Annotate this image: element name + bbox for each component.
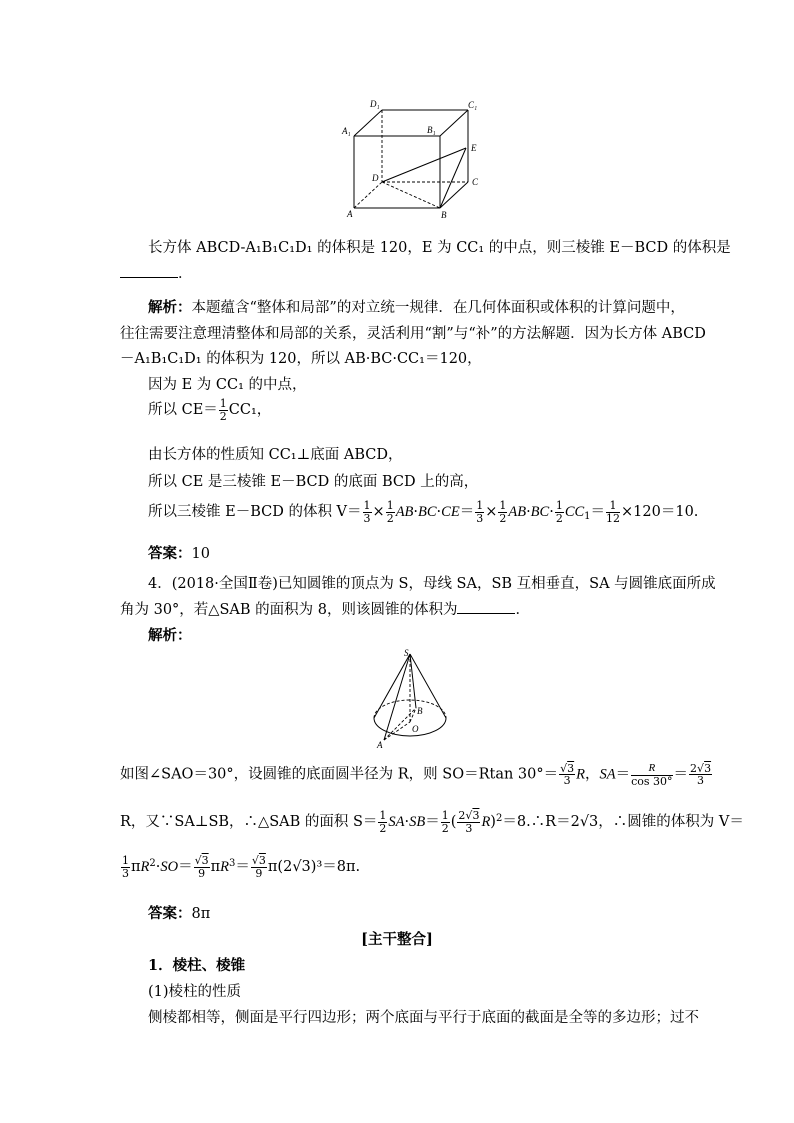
label-b: B (417, 706, 423, 716)
label-c1: C₁ (468, 100, 478, 110)
label-e: E (471, 143, 477, 153)
section-title: [主干整合] (361, 931, 433, 948)
problem4-stem-1: 4．(2018·全国Ⅱ卷)已知圆锥的顶点为 S，母线 SA，SB 互相垂直，SA 与圆锥底面所成 (148, 576, 716, 592)
section-item1: 1．棱柱、棱锥 (148, 957, 246, 974)
problem3-answer: 答案：10 (148, 545, 210, 562)
section-item1a-text: 侧棱都相等，侧面是平行四边形；两个底面与平行于底面的截面是全等的多边形；过不 (148, 1010, 699, 1026)
problem4-solution-1: 如图∠SAO＝30°，设圆锥的底面圆半径为 R，则 SO＝Rtan 30°＝ $\frac{√3}{3}$ R，SA＝ $\frac{R}{\cos 30^\circ}$ ＝ $\frac{2√3}{3}$ (120, 761, 712, 788)
answer-blank (457, 601, 515, 614)
problem4-solution-3: $\frac{1}{3}$ $\pi R^2\cdot SO=$ $\frac{√3}{9}$ $\pi R^3=$ $\frac{√3}{9}$ π(2√3)³＝8π. (122, 854, 361, 880)
problem3-line5: 所以 CE＝ $\frac{1}{2}$ CC₁， (148, 397, 272, 423)
label-a: A (347, 209, 353, 219)
label-d1: D₁ (370, 99, 380, 109)
problem4-solution-2: R，又∵SA⊥SB，∴△SAB 的面积 S＝ $\frac{1}{2}$ SA·SB＝ $\frac{1}{2}$ ( $\frac{2√3}{3}$ R)$^2$＝8.∴R＝2√3，∴圆锥的体积为 V＝ (120, 809, 744, 835)
cuboid-figure (338, 96, 488, 221)
cone-figure (362, 646, 462, 754)
problem3-analysis-2: 往往需要注意理清整体和局部的关系，灵活利用“割”与“补”的方法解题．因为长方体 ABCD (120, 326, 706, 342)
problem4-answer: 答案：8π (148, 905, 211, 922)
problem4-analysis-label: 解析： (148, 627, 192, 644)
problem3-line7: 所以 CE 是三棱锥 E－BCD 的底面 BCD 上的高， (148, 474, 479, 490)
problem3-line6: 由长方体的性质知 CC₁⊥底面 ABCD， (148, 447, 403, 463)
problem3-blank-line: ． (120, 262, 193, 283)
label-a: A (377, 740, 383, 750)
label-o: O (412, 724, 419, 734)
label-a1: A₁ (342, 126, 351, 136)
label-d: D (372, 173, 379, 183)
label-b: B (441, 210, 447, 220)
label-b1: B₁ (427, 125, 436, 135)
answer-blank (120, 265, 178, 278)
problem4-stem-2: 角为 30°，若△SAB 的面积为 8，则该圆锥的体积为 ． (120, 602, 530, 618)
label-s: S (404, 648, 409, 658)
label-c: C (472, 177, 479, 187)
problem3-stem: 长方体 ABCD-A₁B₁C₁D₁ 的体积是 120，E 为 CC₁ 的中点，则三棱锥 E－BCD 的体积是 (148, 240, 731, 256)
problem3-line8: 所以三棱锥 E－BCD 的体积 V＝ $\frac{1}{3}$ × $\frac{1}{2}$ AB·BC·CE＝ $\frac{1}{3}$ × $\frac{1}{2}$ AB·BC· $\frac{1}{2}$ $CC_1=$ $\frac{1}{12}$ ×120＝10. (148, 499, 699, 525)
problem3-line4: 因为 E 为 CC₁ 的中点， (148, 377, 307, 393)
section-item1a: (1)棱柱的性质 (148, 984, 242, 1000)
problem3-analysis-1: 解析：本题蕴含“整体和局部”的对立统一规律．在几何体面积或体积的计算问题中， (148, 299, 685, 316)
problem3-analysis-3: －A₁B₁C₁D₁ 的体积为 120，所以 AB·BC·CC₁＝120， (120, 351, 482, 367)
